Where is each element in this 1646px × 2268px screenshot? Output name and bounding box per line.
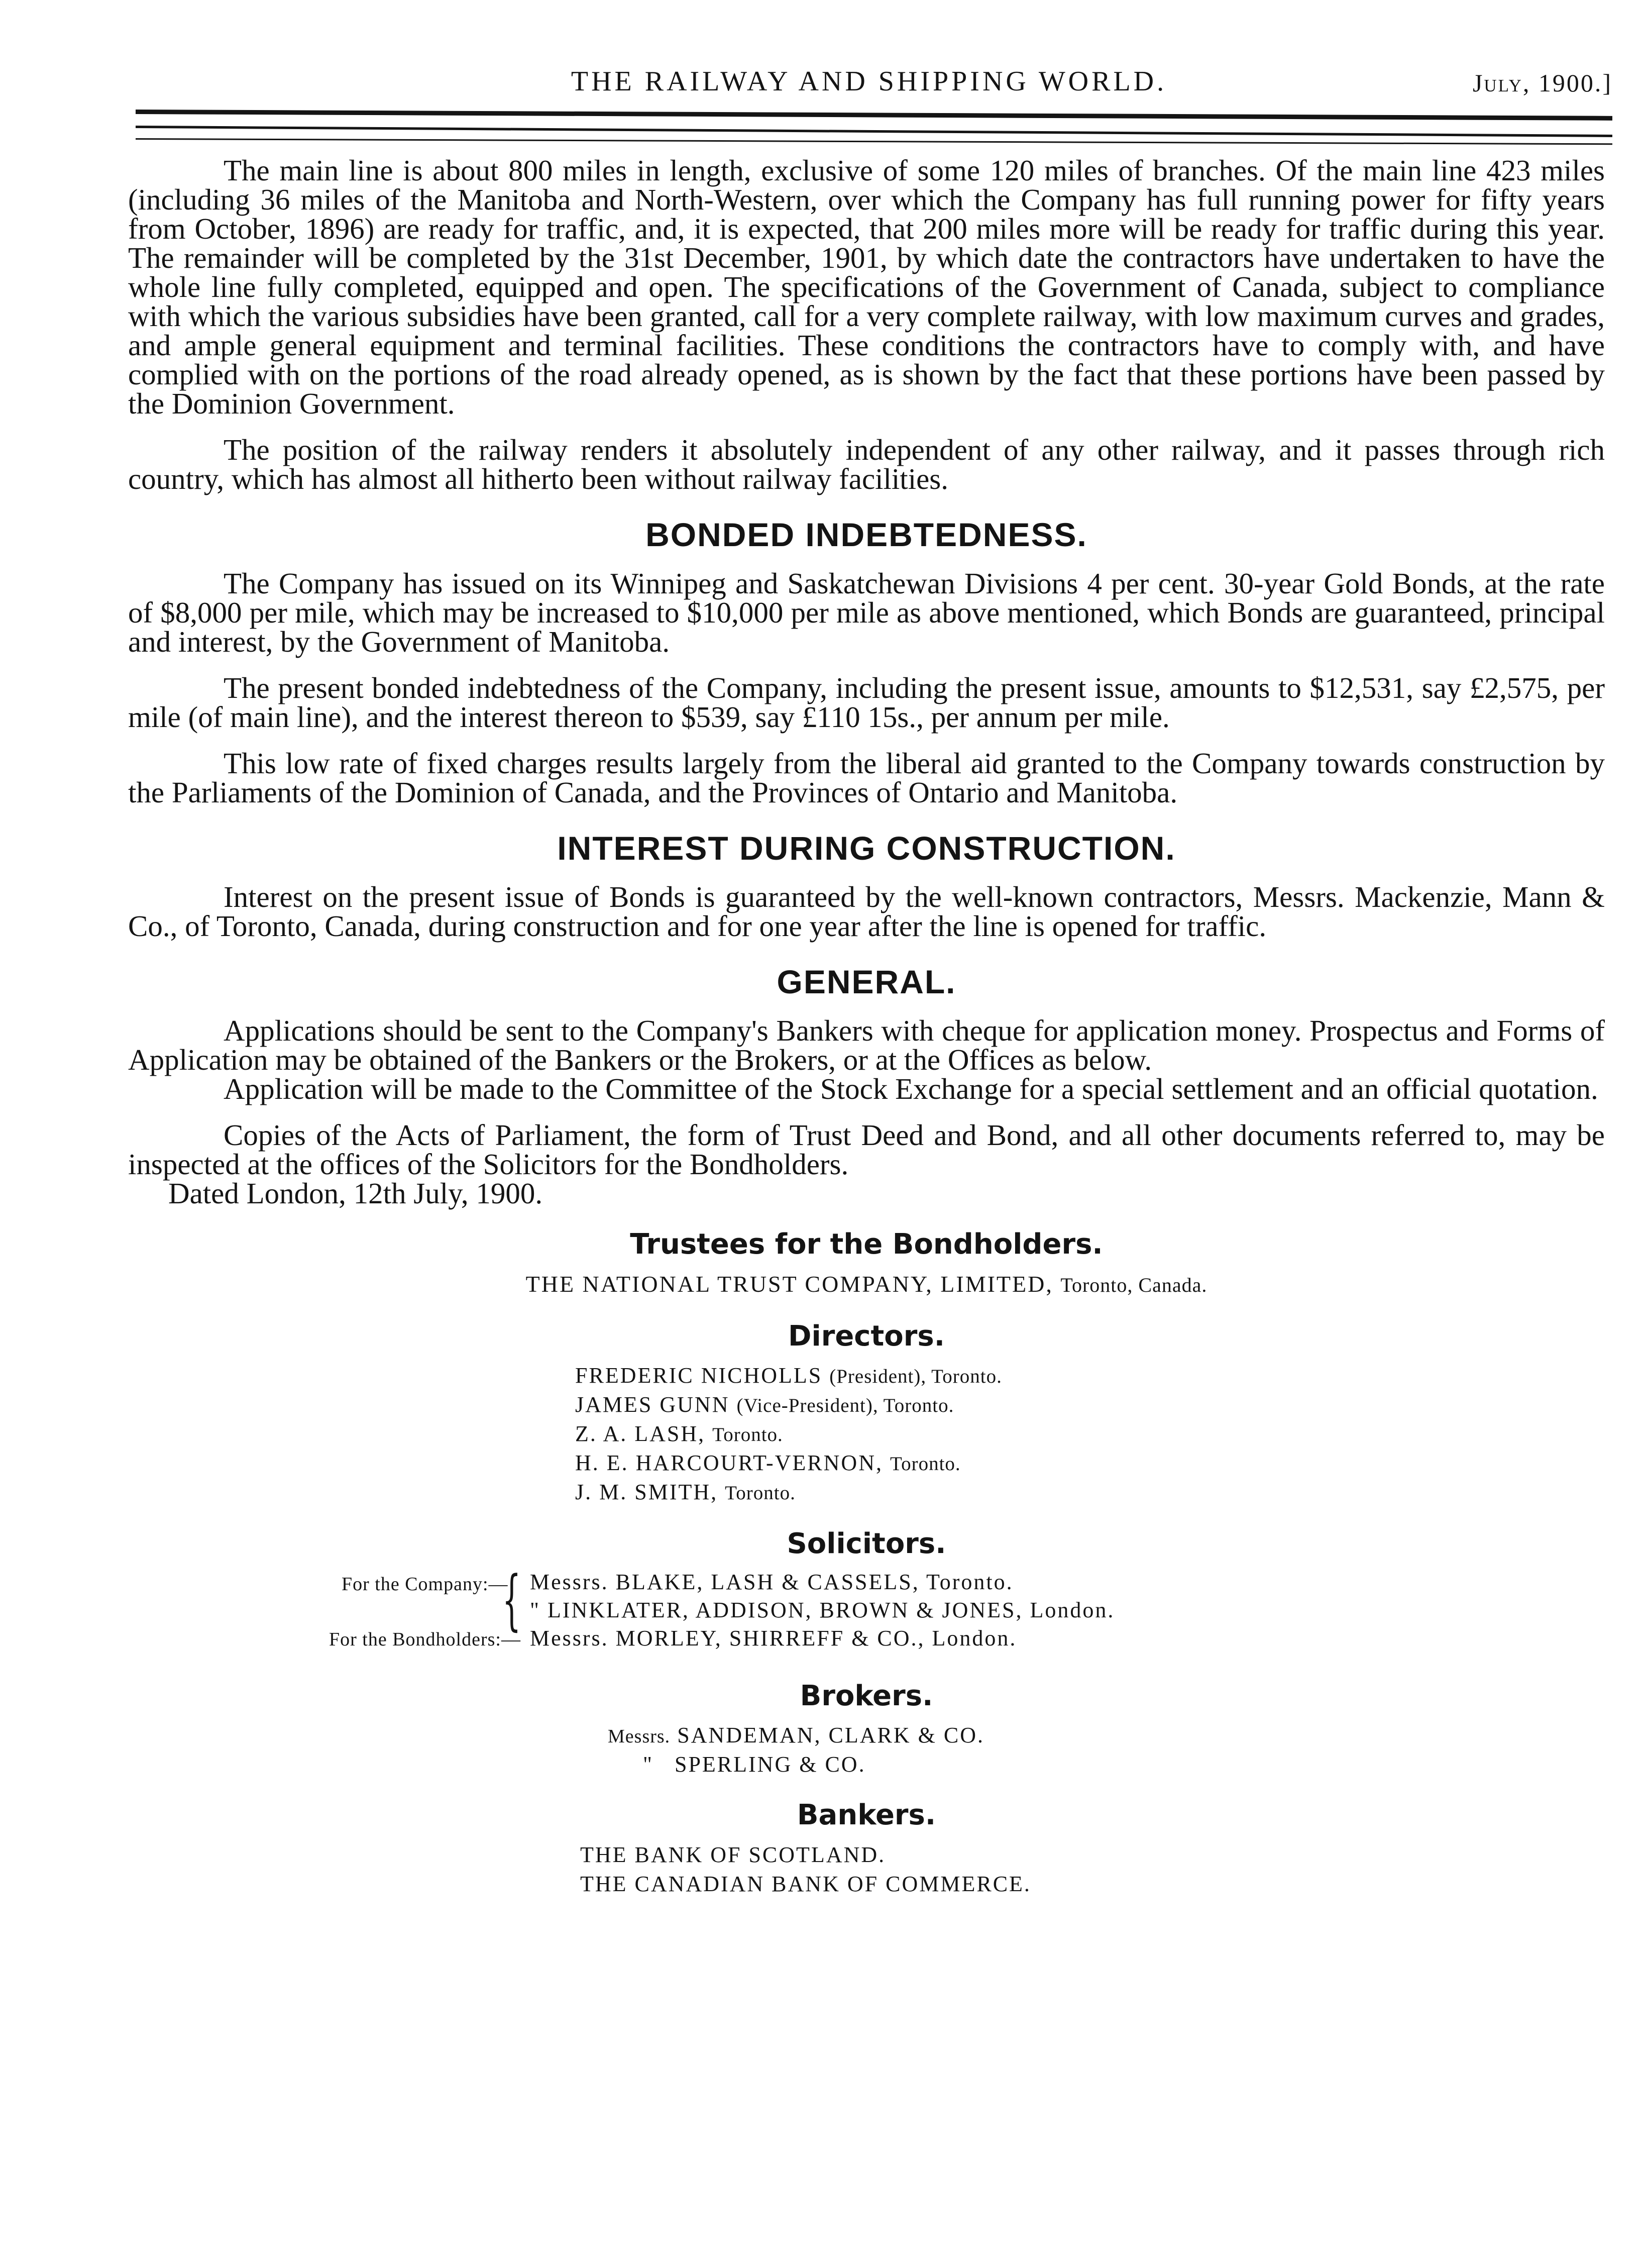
trustee-place: Toronto, Canada. (1060, 1274, 1208, 1296)
heading-interest-during-construction: INTEREST DURING CONSTRUCTION. (557, 830, 1176, 867)
paragraph-copies: Copies of the Acts of Parliament, the form of Trust Deed and Bond, and all other documents referred to, may be inspected at the offices of the Solicitors for the Bondholders. (128, 1118, 1605, 1181)
page-header (126, 65, 1612, 95)
paragraph-present-indebtedness: The present bonded indebtedness of the Company, including the present issue, amounts to $12,531, say £2,575, per mile (of main line), and the interest thereon to $539, say £110 15s., per annum per mile. (128, 671, 1605, 734)
solicitors-block (128, 1562, 1605, 1660)
brokers-list (608, 1721, 1605, 1779)
heading-general: GENERAL. (777, 963, 956, 1000)
paragraph-stock-exchange: Application will be made to the Committee of the Stock Exchange for a special settlement and an official quotation. (224, 1072, 1598, 1105)
solicitors-heading: Solicitors. (787, 1527, 946, 1560)
director-name: FREDERIC NICHOLLS (575, 1363, 823, 1388)
broker-prefix: " (643, 1752, 653, 1777)
director-note: (President), Toronto. (829, 1366, 1002, 1387)
paragraph-interest-guarantee: Interest on the present issue of Bonds is guaranteed by the well-known contractors, Messrs. Mackenzie, Mann & Co., of Toronto, Canada, during construction and for one year after the line is opened for traffic. (128, 880, 1605, 943)
director-item (575, 1478, 1605, 1507)
dated-line: Dated London, 12th July, 1900. (168, 1177, 543, 1210)
trustees-heading: Trustees for the Bondholders. (630, 1228, 1103, 1261)
broker-item (608, 1721, 1605, 1750)
director-note: Toronto. (890, 1453, 961, 1475)
bondholders-solicitor: Messrs. MORLEY, SHIRREFF & CO., London. (530, 1626, 1017, 1651)
directors-list (575, 1362, 1605, 1507)
bondholders-label: For the Bondholders:— (329, 1629, 521, 1650)
trustee-name: THE NATIONAL TRUST COMPANY, LIMITED, (525, 1271, 1053, 1297)
director-item (575, 1391, 1605, 1420)
director-note: (Vice-President), Toronto. (736, 1395, 954, 1416)
header-rule-medium (136, 126, 1612, 137)
brace-symbol: { (502, 1562, 521, 1638)
director-name: Z. A. LASH, (575, 1421, 706, 1446)
director-name: JAMES GUNN (575, 1392, 730, 1417)
company-label: For the Company:— (342, 1574, 508, 1595)
broker-item (608, 1750, 1605, 1779)
director-name: J. M. SMITH, (575, 1480, 718, 1504)
trustee-entry (128, 1270, 1605, 1300)
brokers-heading: Brokers. (800, 1680, 933, 1712)
director-item (575, 1420, 1605, 1449)
director-name: H. E. HARCOURT-VERNON, (575, 1451, 883, 1475)
directors-heading: Directors. (788, 1320, 945, 1353)
broker-name: SANDEMAN, CLARK & CO. (677, 1723, 985, 1747)
company-solicitor-2: " LINKLATER, ADDISON, BROWN & JONES, London. (530, 1598, 1115, 1622)
paragraph-gold-bonds: The Company has issued on its Winnipeg and Saskatchewan Divisions 4 per cent. 30-year Gold Bonds, at the rate of $8,000 per mile, which may be increased to $10,000 per mile as above mentioned, which Bonds are guaranteed, principal and interest, by the Government of Manitoba. (128, 567, 1605, 658)
director-note: Toronto. (712, 1424, 783, 1446)
bankers-list (580, 1840, 1605, 1899)
paragraph-applications: Applications should be sent to the Company's Bankers with cheque for application money. Prospectus and Forms of Application may be obtained of the Bankers or the Brokers, or at the Offices as below. (128, 1014, 1605, 1076)
header-rule-thin (136, 138, 1612, 145)
paragraph-main-line: The main line is about 800 miles in length, exclusive of some 120 miles of branches. Of the main line 423 miles (including 36 miles of the Manitoba and North-Western, over which the Company has full running power for fifty years from October, 1896) are ready for traffic, and, it is expected, that 200 miles more will be ready for traffic during this year. The remainder will be completed by the 31st December, 1901, by which date the contractors have undertaken to have the whole line fully completed, equipped and open. The specifications of the Government of Canada, subject to compliance with which the various subsidies have been granted, call for a very complete railway, with low maximum curves and grades, and ample general equipment and terminal facilities. These conditions the contractors have to comply with, and have complied with on the portions of the road already opened, as is shown by the fact that these portions have been passed by the Dominion Government. (128, 154, 1605, 420)
heading-bonded-indebtedness: BONDED INDEBTEDNESS. (645, 516, 1087, 553)
article-body (128, 156, 1605, 1899)
paragraph-fixed-charges: This low rate of fixed charges results largely from the liberal aid granted to the Company towards construction by the Parliaments of the Dominion of Canada, and the Provinces of Ontario and Manitoba. (128, 747, 1605, 809)
broker-prefix: Messrs. (608, 1726, 671, 1747)
company-solicitor-1: Messrs. BLAKE, LASH & CASSELS, Toronto. (530, 1570, 1014, 1594)
director-item (575, 1449, 1605, 1478)
publication-title: THE RAILWAY AND SHIPPING WORLD. (571, 66, 1167, 97)
director-note: Toronto. (725, 1482, 796, 1504)
bankers-heading: Bankers. (797, 1799, 936, 1831)
director-item (575, 1362, 1605, 1391)
banker-item: THE BANK OF SCOTLAND. (580, 1842, 886, 1867)
header-rule-thick (136, 110, 1612, 121)
broker-name: SPERLING & CO. (674, 1752, 866, 1777)
issue-date: July, 1900.] (1472, 69, 1612, 97)
paragraph-position: The position of the railway renders it absolutely independent of any other railway, and it passes through rich country, which has almost all hitherto been without railway facilities. (128, 433, 1605, 495)
banker-item: THE CANADIAN BANK OF COMMERCE. (580, 1872, 1031, 1896)
